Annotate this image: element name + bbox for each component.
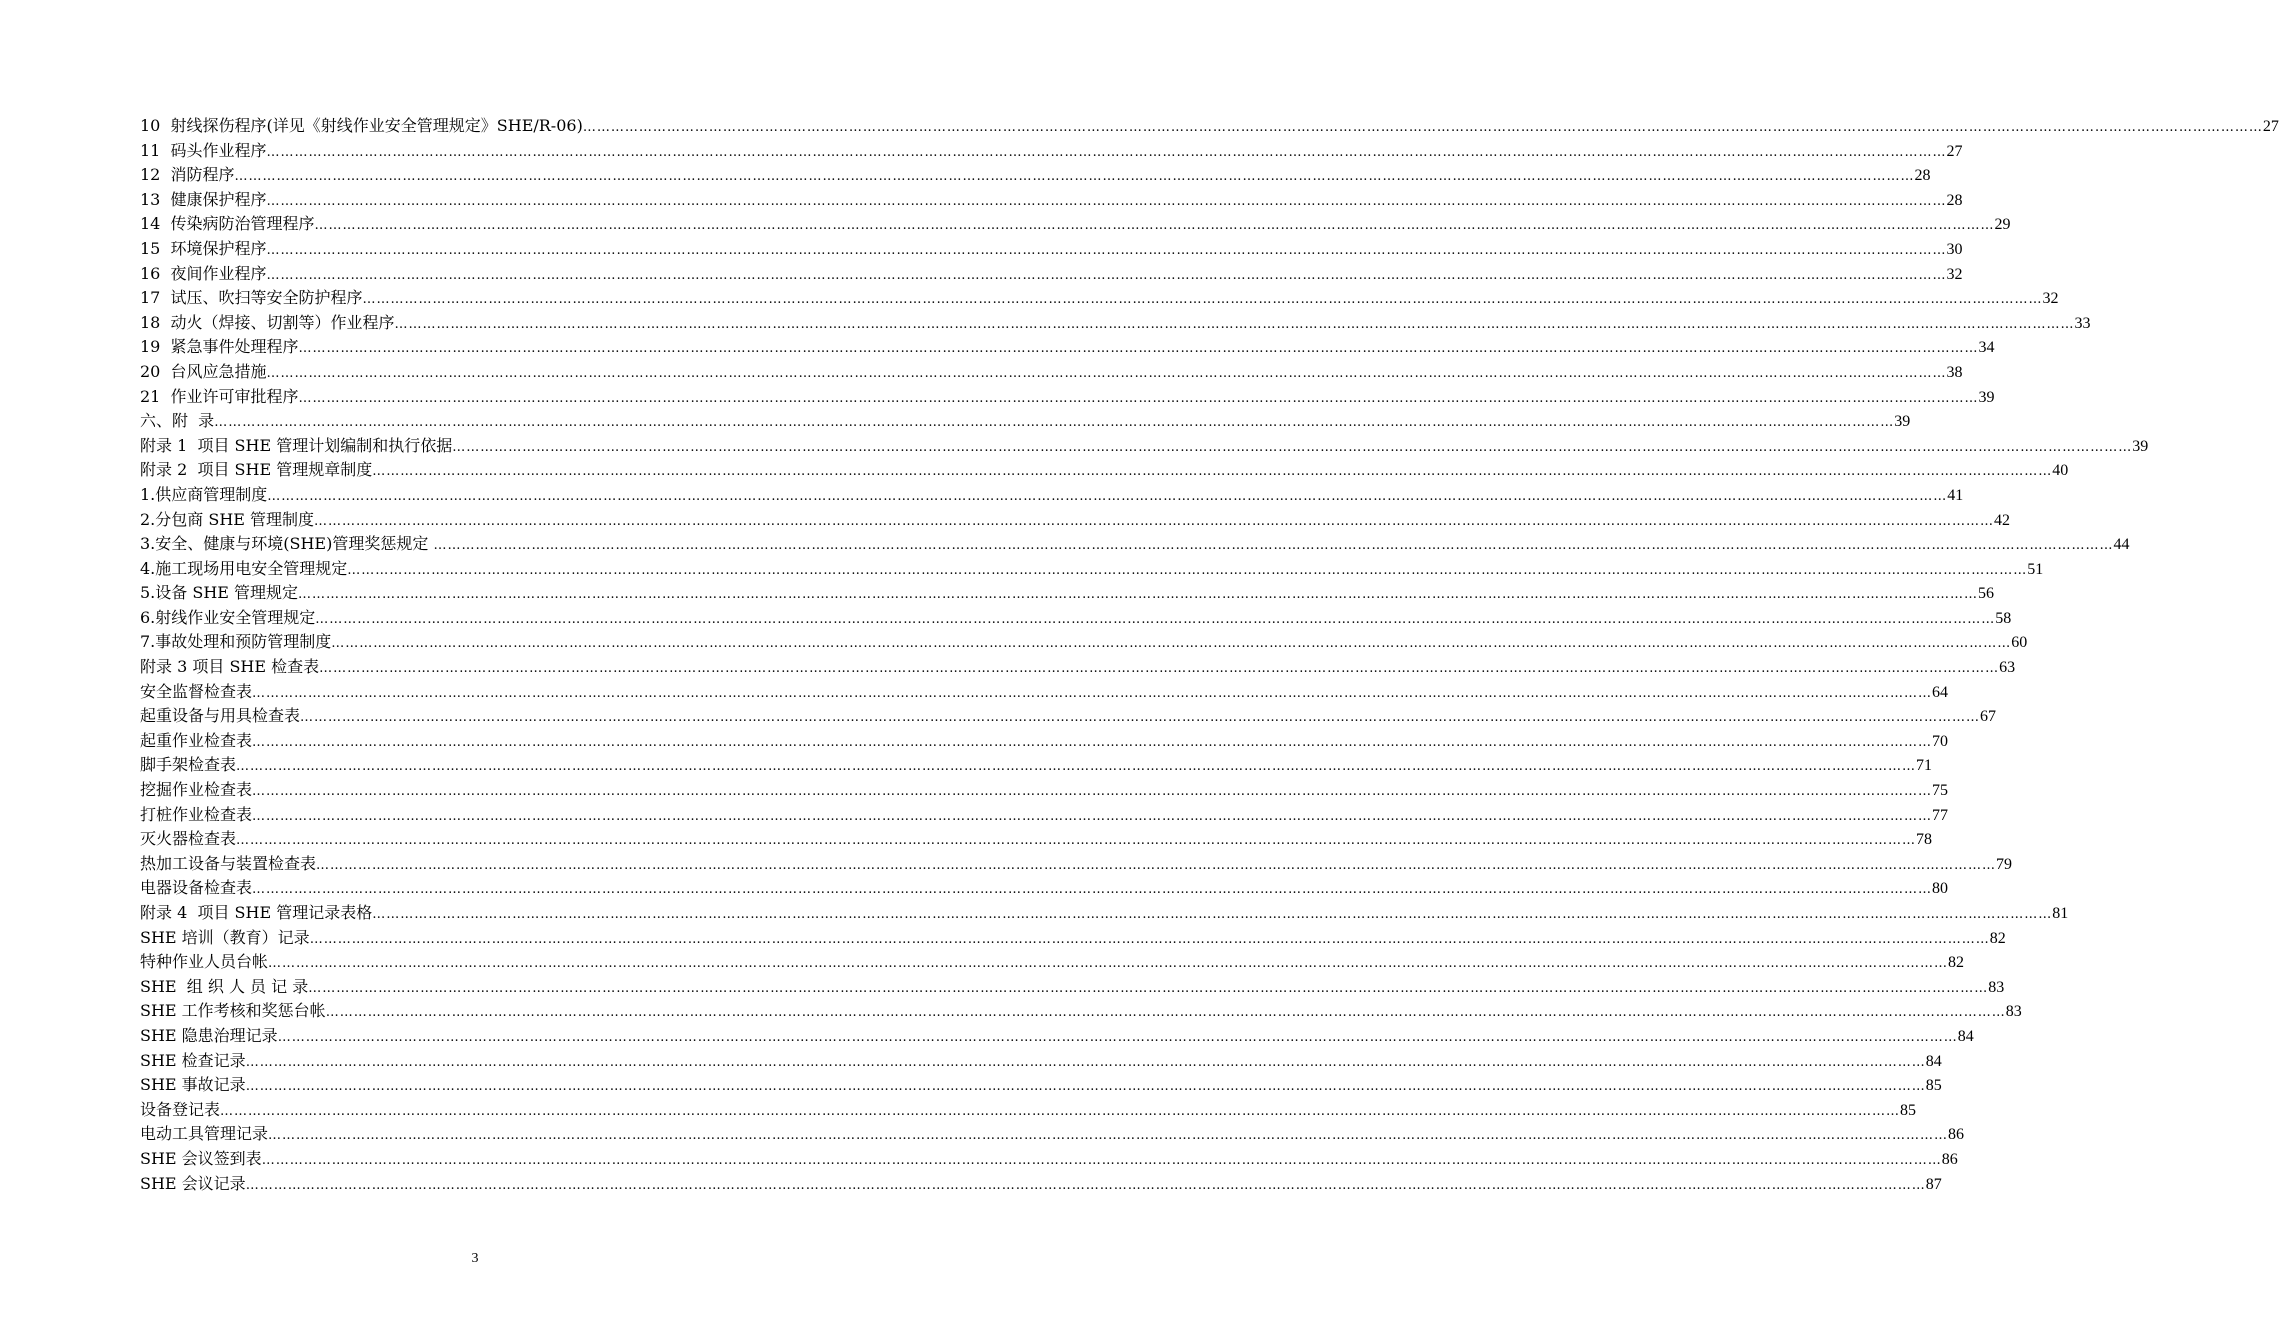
toc-entry-page: 70 xyxy=(1932,732,1949,750)
toc-entry-title: 6.射线作业安全管理规定 xyxy=(140,607,316,627)
toc-entry-title: 热加工设备与装置检查表 xyxy=(140,853,317,873)
toc-entry[interactable] xyxy=(140,1073,1942,1098)
toc-dot-leader: ……………………………………………………………………………………………………………………………………………………………………………………………………………………………………………………………………………………………………………………………… xyxy=(245,1177,1926,1193)
toc-dot-leader: ……………………………………………………………………………………………………………………………………………………………………………………………………………………………………………………………………………………………………………………………… xyxy=(315,611,1996,627)
toc-entry-page: 78 xyxy=(1916,831,1933,849)
toc-entry[interactable] xyxy=(140,163,1931,188)
toc-entry-page: 75 xyxy=(1932,782,1949,800)
toc-entry-page: 27 xyxy=(1946,142,1963,160)
toc-entry-title: SHE 检查记录 xyxy=(140,1050,246,1070)
toc-entry[interactable] xyxy=(140,999,2022,1024)
toc-entry-title: 19 紧急事件处理程序 xyxy=(140,337,299,357)
toc-dot-leader: ……………………………………………………………………………………………………………………………………………………………………………………………………………………………………………………………………………………………………………………………… xyxy=(298,390,1979,406)
toc-entry-page: 40 xyxy=(2052,462,2069,480)
toc-entry-page: 27 xyxy=(2262,118,2279,135)
toc-entry-page: 28 xyxy=(1946,191,1963,209)
toc-dot-leader: ……………………………………………………………………………………………………………………………………………………………………………………………………………………………………………………………………………………………………………………………… xyxy=(252,808,1933,824)
toc-dot-leader: ……………………………………………………………………………………………………………………………………………………………………………………………………………………………………………………………………………………………………………………………… xyxy=(298,587,1979,603)
toc-dot-leader: ……………………………………………………………………………………………………………………………………………………………………………………………………………………………………………………………………………………………………………………………… xyxy=(214,415,1895,431)
toc-dot-leader: ……………………………………………………………………………………………………………………………………………………………………………………………………………………………………………………………………………………………………………………………… xyxy=(362,292,2043,308)
toc-entry-page: 85 xyxy=(1900,1101,1917,1119)
toc-dot-leader: ……………………………………………………………………………………………………………………………………………………………………………………………………………………………………………………………………………………………………………………………… xyxy=(319,661,2000,677)
toc-entry-page: 63 xyxy=(1999,659,2016,677)
toc-entry-page: 80 xyxy=(1932,880,1949,898)
toc-dot-leader: ……………………………………………………………………………………………………………………………………………………………………………………………………………………………………………………………………………………………………………………………… xyxy=(245,1079,1926,1095)
toc-entry-title: 4.施工现场用电安全管理规定 xyxy=(140,558,348,578)
toc-entry[interactable] xyxy=(140,458,2069,483)
toc-entry[interactable] xyxy=(140,950,1965,975)
toc-entry-page: 34 xyxy=(1978,339,1995,357)
toc-entry-title: 电器设备检查表 xyxy=(140,878,253,898)
toc-entry[interactable] xyxy=(140,975,2005,1000)
toc-dot-leader: ……………………………………………………………………………………………………………………………………………………………………………………………………………………………………………………………………………………………………………………………… xyxy=(394,316,2075,332)
toc-dot-leader: ……………………………………………………………………………………………………………………………………………………………………………………………………………………………………………………………………………………………………………………………… xyxy=(325,1005,2006,1021)
toc-entry-title: 设备登记表 xyxy=(140,1099,221,1119)
toc-entry[interactable] xyxy=(140,778,1949,803)
toc-entry[interactable] xyxy=(140,1098,1917,1123)
toc-entry-title: 附录 2 项目 SHE 管理规章制度 xyxy=(140,460,373,480)
toc-dot-leader: ……………………………………………………………………………………………………………………………………………………………………………………………………………………………………………………………………………………………………………………………… xyxy=(267,488,1948,504)
toc-entry-page: 85 xyxy=(1925,1077,1942,1095)
toc-entry[interactable] xyxy=(140,827,1933,852)
toc-entry-page: 41 xyxy=(1947,486,1964,504)
toc-dot-leader: ……………………………………………………………………………………………………………………………………………………………………………………………………………………………………………………………………………………………………………………………… xyxy=(314,513,1995,529)
toc-entry-page: 64 xyxy=(1932,683,1949,701)
toc-entry-title: 12 消防程序 xyxy=(140,165,235,185)
toc-entry-page: 33 xyxy=(2074,314,2091,332)
toc-entry-title: SHE 事故记录 xyxy=(140,1075,246,1095)
toc-entry-title: 1.供应商管理制度 xyxy=(140,484,268,504)
toc-entry-page: 77 xyxy=(1932,806,1949,824)
toc-entry-title: 17 试压、吹扫等安全防护程序 xyxy=(140,288,363,308)
toc-entry[interactable] xyxy=(140,114,2279,139)
toc-entry-page: 84 xyxy=(1925,1052,1942,1070)
toc-entry-page: 83 xyxy=(1988,978,2005,996)
toc-dot-leader: ……………………………………………………………………………………………………………………………………………………………………………………………………………………………………………………………………………………………………………………………… xyxy=(266,365,1947,381)
toc-entry-page: 60 xyxy=(2011,634,2028,652)
toc-entry-title: 灭火器检查表 xyxy=(140,829,237,849)
toc-dot-leader: ……………………………………………………………………………………………………………………………………………………………………………………………………………………………………………………………………………………………………………………………… xyxy=(266,144,1947,160)
toc-entry[interactable] xyxy=(140,901,2069,926)
toc-entry-page: 56 xyxy=(1978,585,1995,603)
toc-entry-title: 7.事故处理和预防管理制度 xyxy=(140,632,332,652)
toc-dot-leader: ……………………………………………………………………………………………………………………………………………………………………………………………………………………………………………………………………………………………………………………………… xyxy=(331,636,2012,652)
toc-entry-title: SHE 会议记录 xyxy=(140,1173,246,1193)
toc-entry-title: 21 作业许可审批程序 xyxy=(140,386,299,406)
toc-entry[interactable] xyxy=(140,680,1949,705)
toc-entry-title: 附录 1 项目 SHE 管理计划编制和执行依据 xyxy=(140,435,453,455)
toc-entry-title: SHE 培训（教育）记录 xyxy=(140,927,310,947)
toc-entry[interactable] xyxy=(140,557,2044,582)
toc-entry[interactable] xyxy=(140,409,1911,434)
toc-entry[interactable] xyxy=(140,1049,1942,1074)
toc-entry-page: 51 xyxy=(2027,560,2044,578)
toc-entry-page: 39 xyxy=(1894,413,1911,431)
toc-entry-title: 2.分包商 SHE 管理制度 xyxy=(140,509,315,529)
toc-entry-page: 32 xyxy=(2042,290,2059,308)
toc-dot-leader: ……………………………………………………………………………………………………………………………………………………………………………………………………………………………………………………………………………………………………………………………… xyxy=(372,464,2053,480)
toc-entry-page: 39 xyxy=(1978,388,1995,406)
toc-dot-leader: ……………………………………………………………………………………………………………………………………………………………………………………………………………………………………………………………………………………………………………………………… xyxy=(266,267,1947,283)
toc-entry[interactable] xyxy=(140,704,1997,729)
toc-entry-title: 电动工具管理记录 xyxy=(140,1124,269,1144)
toc-entry-page: 86 xyxy=(1941,1150,1958,1168)
toc-entry[interactable] xyxy=(140,606,2012,631)
toc-entry-page: 58 xyxy=(1995,609,2012,627)
toc-entry[interactable] xyxy=(140,1147,1958,1172)
toc-entry-page: 39 xyxy=(2132,437,2149,455)
toc-entry-page: 84 xyxy=(1957,1027,1974,1045)
toc-dot-leader: ……………………………………………………………………………………………………………………………………………………………………………………………………………………………………………………………………………………………………………………………… xyxy=(452,439,2133,455)
toc-dot-leader: ……………………………………………………………………………………………………………………………………………………………………………………………………………………………………………………………………………………………………………………………… xyxy=(268,956,1949,972)
toc-entry-page: 86 xyxy=(1948,1126,1965,1144)
toc-dot-leader: ……………………………………………………………………………………………………………………………………………………………………………………………………………………………………………………………………………………………………………………………… xyxy=(347,562,2028,578)
toc-entry-title: 脚手架检查表 xyxy=(140,755,237,775)
toc-dot-leader: ……………………………………………………………………………………………………………………………………………………………………………………………………………………………………………………………………………………………………………………………… xyxy=(433,538,2114,554)
toc-entry-title: 14 传染病防治管理程序 xyxy=(140,214,315,234)
toc-entry-title: SHE 工作考核和奖惩台帐 xyxy=(140,1001,326,1021)
toc-dot-leader: ……………………………………………………………………………………………………………………………………………………………………………………………………………………………………………………………………………………………………………………………… xyxy=(314,218,1995,234)
toc-entry-page: 29 xyxy=(1994,216,2011,234)
toc-entry-page: 67 xyxy=(1980,708,1997,726)
toc-dot-leader: ……………………………………………………………………………………………………………………………………………………………………………………………………………………………………………………………………………………………………………………………… xyxy=(582,120,2263,135)
toc-entry-page: 32 xyxy=(1946,265,1963,283)
toc-entry[interactable] xyxy=(140,532,2130,557)
toc-entry-title: SHE 隐患治理记录 xyxy=(140,1025,278,1045)
toc-entry[interactable] xyxy=(140,262,1963,287)
toc-entry-title: 附录 4 项目 SHE 管理记录表格 xyxy=(140,903,373,922)
toc-entry[interactable] xyxy=(140,212,2011,237)
toc-entry[interactable] xyxy=(140,508,2011,533)
toc-entry-page: 44 xyxy=(2113,536,2130,554)
toc-entry-title: 起重作业检查表 xyxy=(140,730,253,750)
toc-entry[interactable] xyxy=(140,139,1963,164)
toc-entry-title: 5.设备 SHE 管理规定 xyxy=(140,583,299,603)
toc-entry-title: 起重设备与用具检查表 xyxy=(140,706,301,726)
toc-entry[interactable] xyxy=(140,803,1949,828)
toc-dot-leader: ……………………………………………………………………………………………………………………………………………………………………………………………………………………………………………………………………………………………………………………………… xyxy=(266,242,1947,258)
toc-entry-page: 42 xyxy=(1994,511,2011,529)
toc-dot-leader: ……………………………………………………………………………………………………………………………………………………………………………………………………………………………………………………………………………………………………………………………… xyxy=(220,1103,1901,1119)
toc-entry-page: 82 xyxy=(1948,954,1965,972)
toc-entry-title: 安全监督检查表 xyxy=(140,681,253,701)
toc-entry[interactable] xyxy=(140,630,2028,655)
toc-entry[interactable] xyxy=(140,237,1963,262)
toc-entry-title: 11 码头作业程序 xyxy=(140,140,267,160)
toc-entry-title: 特种作业人员台帐 xyxy=(140,952,269,972)
toc-entry-title: 13 健康保护程序 xyxy=(140,189,267,209)
toc-dot-leader: ……………………………………………………………………………………………………………………………………………………………………………………………………………………………………………………………………………………………………………………………… xyxy=(266,193,1947,209)
toc-dot-leader: ……………………………………………………………………………………………………………………………………………………………………………………………………………………………………………………………………………………………………………………………… xyxy=(234,169,1915,185)
toc-entry-page: 87 xyxy=(1925,1175,1942,1193)
toc-entry[interactable] xyxy=(140,926,2006,951)
toc-entry-title: SHE 组 织 人 员 记 录 xyxy=(140,976,309,996)
toc-entry-page: 38 xyxy=(1946,363,1963,381)
toc-entry-title: 15 环境保护程序 xyxy=(140,238,267,258)
toc-entry-page: 79 xyxy=(1996,855,2013,873)
page-number: 3 xyxy=(471,1251,479,1266)
toc-entry-page: 30 xyxy=(1946,240,1963,258)
toc-entry[interactable] xyxy=(140,581,1995,606)
toc-dot-leader: ……………………………………………………………………………………………………………………………………………………………………………………………………………………………………………………………………………………………………………………………… xyxy=(316,857,1997,873)
toc-entry[interactable] xyxy=(140,335,1995,360)
toc-entry-title: 3.安全、健康与环境(SHE)管理奖惩规定 xyxy=(140,534,434,554)
toc-entry-title: 六、附 录 xyxy=(140,411,215,431)
toc-entry[interactable] xyxy=(140,385,1995,410)
toc-entry[interactable] xyxy=(140,753,1933,778)
toc-dot-leader: ……………………………………………………………………………………………………………………………………………………………………………………………………………………………………………………………………………………………………………………………… xyxy=(372,907,2053,922)
toc-entry[interactable] xyxy=(140,360,1963,385)
toc-dot-leader: ……………………………………………………………………………………………………………………………………………………………………………………………………………………………………………………………………………………………………………………………… xyxy=(268,1128,1949,1144)
toc-entry[interactable] xyxy=(140,188,1963,213)
toc-entry[interactable] xyxy=(140,852,2013,877)
toc-entry[interactable] xyxy=(140,876,1949,901)
toc-entry[interactable] xyxy=(140,286,2059,311)
toc-entry[interactable] xyxy=(140,311,2091,336)
toc-dot-leader: ……………………………………………………………………………………………………………………………………………………………………………………………………………………………………………………………………………………………………………………………… xyxy=(300,710,1981,726)
toc-dot-leader: ……………………………………………………………………………………………………………………………………………………………………………………………………………………………………………………………………………………………………………………………… xyxy=(298,341,1979,357)
toc-dot-leader: ……………………………………………………………………………………………………………………………………………………………………………………………………………………………………………………………………………………………………………………………… xyxy=(277,1029,1958,1045)
toc-dot-leader: ……………………………………………………………………………………………………………………………………………………………………………………………………………………………………………………………………………………………………………………………… xyxy=(236,759,1917,775)
toc-dot-leader: ……………………………………………………………………………………………………………………………………………………………………………………………………………………………………………………………………………………………………………………………… xyxy=(309,931,1990,947)
toc-entry-title: 附录 3 项目 SHE 检查表 xyxy=(140,657,320,677)
toc-entry-page: 28 xyxy=(1914,167,1931,185)
toc-dot-leader: ……………………………………………………………………………………………………………………………………………………………………………………………………………………………………………………………………………………………………………………………… xyxy=(252,882,1933,898)
toc-dot-leader: ……………………………………………………………………………………………………………………………………………………………………………………………………………………………………………………………………………………………………………………………… xyxy=(308,980,1989,996)
toc-entry-page: 81 xyxy=(2052,905,2069,922)
toc-entry-title: 10 射线探伤程序(详见《射线作业安全管理规定》SHE/R-06) xyxy=(140,116,583,135)
toc-entry-page: 82 xyxy=(1989,929,2006,947)
toc-entry-title: SHE 会议签到表 xyxy=(140,1148,262,1168)
toc-entry[interactable] xyxy=(140,655,2016,680)
toc-entry-title: 20 台风应急措施 xyxy=(140,361,267,381)
toc-entry-title: 16 夜间作业程序 xyxy=(140,263,267,283)
toc-entry[interactable] xyxy=(140,1172,1942,1197)
toc-dot-leader: ……………………………………………………………………………………………………………………………………………………………………………………………………………………………………………………………………………………………………………………………… xyxy=(236,833,1917,849)
toc-dot-leader: ……………………………………………………………………………………………………………………………………………………………………………………………………………………………………………………………………………………………………………………………… xyxy=(252,734,1933,750)
toc-dot-leader: ……………………………………………………………………………………………………………………………………………………………………………………………………………………………………………………………………………………………………………………………… xyxy=(245,1054,1926,1070)
table-of-contents xyxy=(140,114,2279,1196)
toc-entry-page: 71 xyxy=(1916,757,1933,775)
toc-entry-title: 挖掘作业检查表 xyxy=(140,780,253,800)
toc-entry-page: 83 xyxy=(2005,1003,2022,1021)
toc-entry[interactable] xyxy=(140,1024,1974,1049)
toc-dot-leader: ……………………………………………………………………………………………………………………………………………………………………………………………………………………………………………………………………………………………………………………………… xyxy=(261,1152,1942,1168)
toc-entry-title: 打桩作业检查表 xyxy=(140,804,253,824)
toc-dot-leader: ……………………………………………………………………………………………………………………………………………………………………………………………………………………………………………………………………………………………………………………………… xyxy=(252,784,1933,800)
toc-entry[interactable] xyxy=(140,434,2149,459)
toc-entry[interactable] xyxy=(140,483,1964,508)
toc-entry[interactable] xyxy=(140,729,1949,754)
toc-entry-title: 18 动火（焊接、切割等）作业程序 xyxy=(140,312,395,332)
toc-entry[interactable] xyxy=(140,1122,1965,1147)
toc-dot-leader: ……………………………………………………………………………………………………………………………………………………………………………………………………………………………………………………………………………………………………………………………… xyxy=(252,685,1933,701)
